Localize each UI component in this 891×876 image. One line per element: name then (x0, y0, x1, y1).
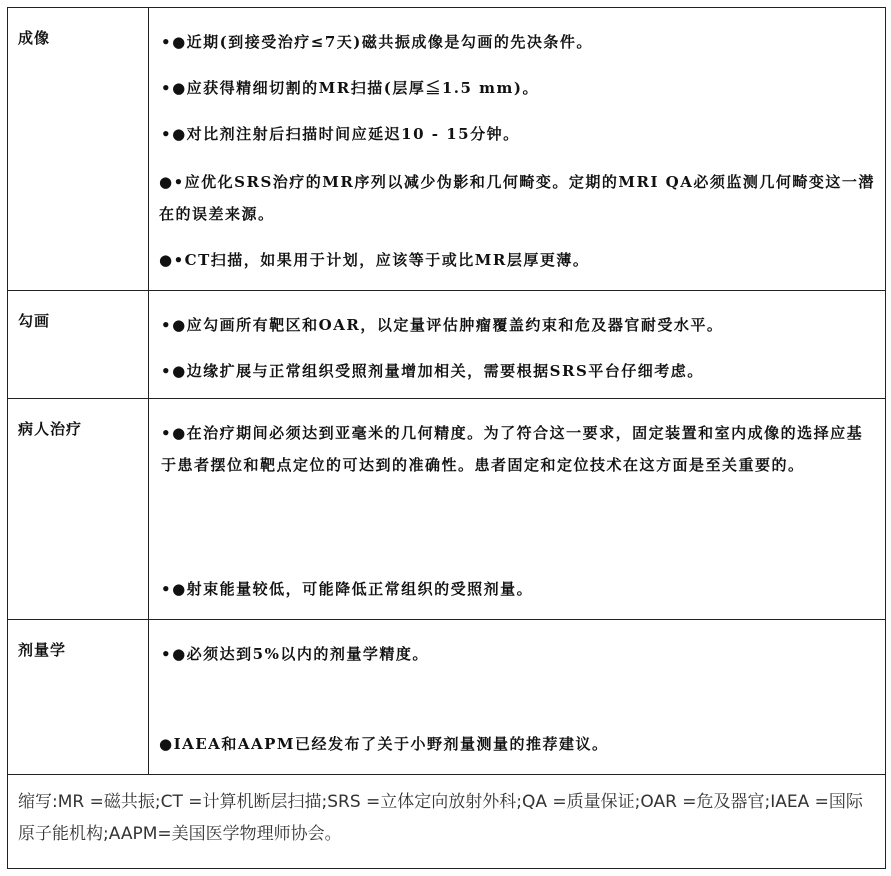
table-row (8, 620, 885, 775)
row-content (149, 8, 885, 290)
row-content (149, 291, 885, 398)
list-item: •●边缘扩展与正常组织受照剂量增加相关，需要根据SRS平台仔细考虑。 (161, 362, 704, 380)
row-label: 勾画 (8, 291, 149, 398)
list-item: •●射束能量较低，可能降低正常组织的受照剂量。 (161, 580, 534, 598)
row-label: 剂量学 (8, 620, 149, 774)
row-label: 成像 (8, 8, 149, 290)
row-content (149, 399, 885, 619)
guideline-table (7, 7, 886, 869)
row-label: 病人治疗 (8, 399, 149, 619)
list-item: •●对比剂注射后扫描时间应延迟10 - 15分钟。 (161, 125, 520, 143)
list-item: •●应获得精细切割的MR扫描(层厚≦1.5 mm)。 (161, 79, 540, 97)
footnote: 缩写:MR =磁共振;CT =计算机断层扫描;SRS =立体定向放射外科;QA =质量保证;OAR =危及器官;IAEA =国际原子能机构;AAPM=美国医学物理师协会。 (18, 792, 863, 844)
table-row (8, 8, 885, 291)
list-item: ●IAEA和AAPM已经发布了关于小野剂量测量的推荐建议。 (159, 735, 609, 753)
row-content (149, 620, 885, 774)
list-item: •●必须达到5%以内的剂量学精度。 (161, 645, 429, 663)
table-row (8, 291, 885, 399)
list-item: •●在治疗期间必须达到亚毫米的几何精度。为了符合这一要求，固定装置和室内成像的选择应基于患者摆位和靶点定位的可达到的准确性。患者固定和定位技术在这方面是至关重要的。 (161, 424, 864, 474)
table-row (8, 399, 885, 620)
list-item: •●应勾画所有靶区和OAR，以定量评估肿瘤覆盖约束和危及器官耐受水平。 (161, 316, 724, 334)
list-item: ●•CT扫描，如果用于计划，应该等于或比MR层厚更薄。 (159, 251, 590, 269)
list-item: ●•应优化SRS治疗的MR序列以减少伪影和几何畸变。定期的MRI QA必须监测几何畸变这一潜在的误差来源。 (159, 173, 875, 223)
list-item: •●近期(到接受治疗≤7天)磁共振成像是勾画的先决条件。 (161, 33, 593, 51)
